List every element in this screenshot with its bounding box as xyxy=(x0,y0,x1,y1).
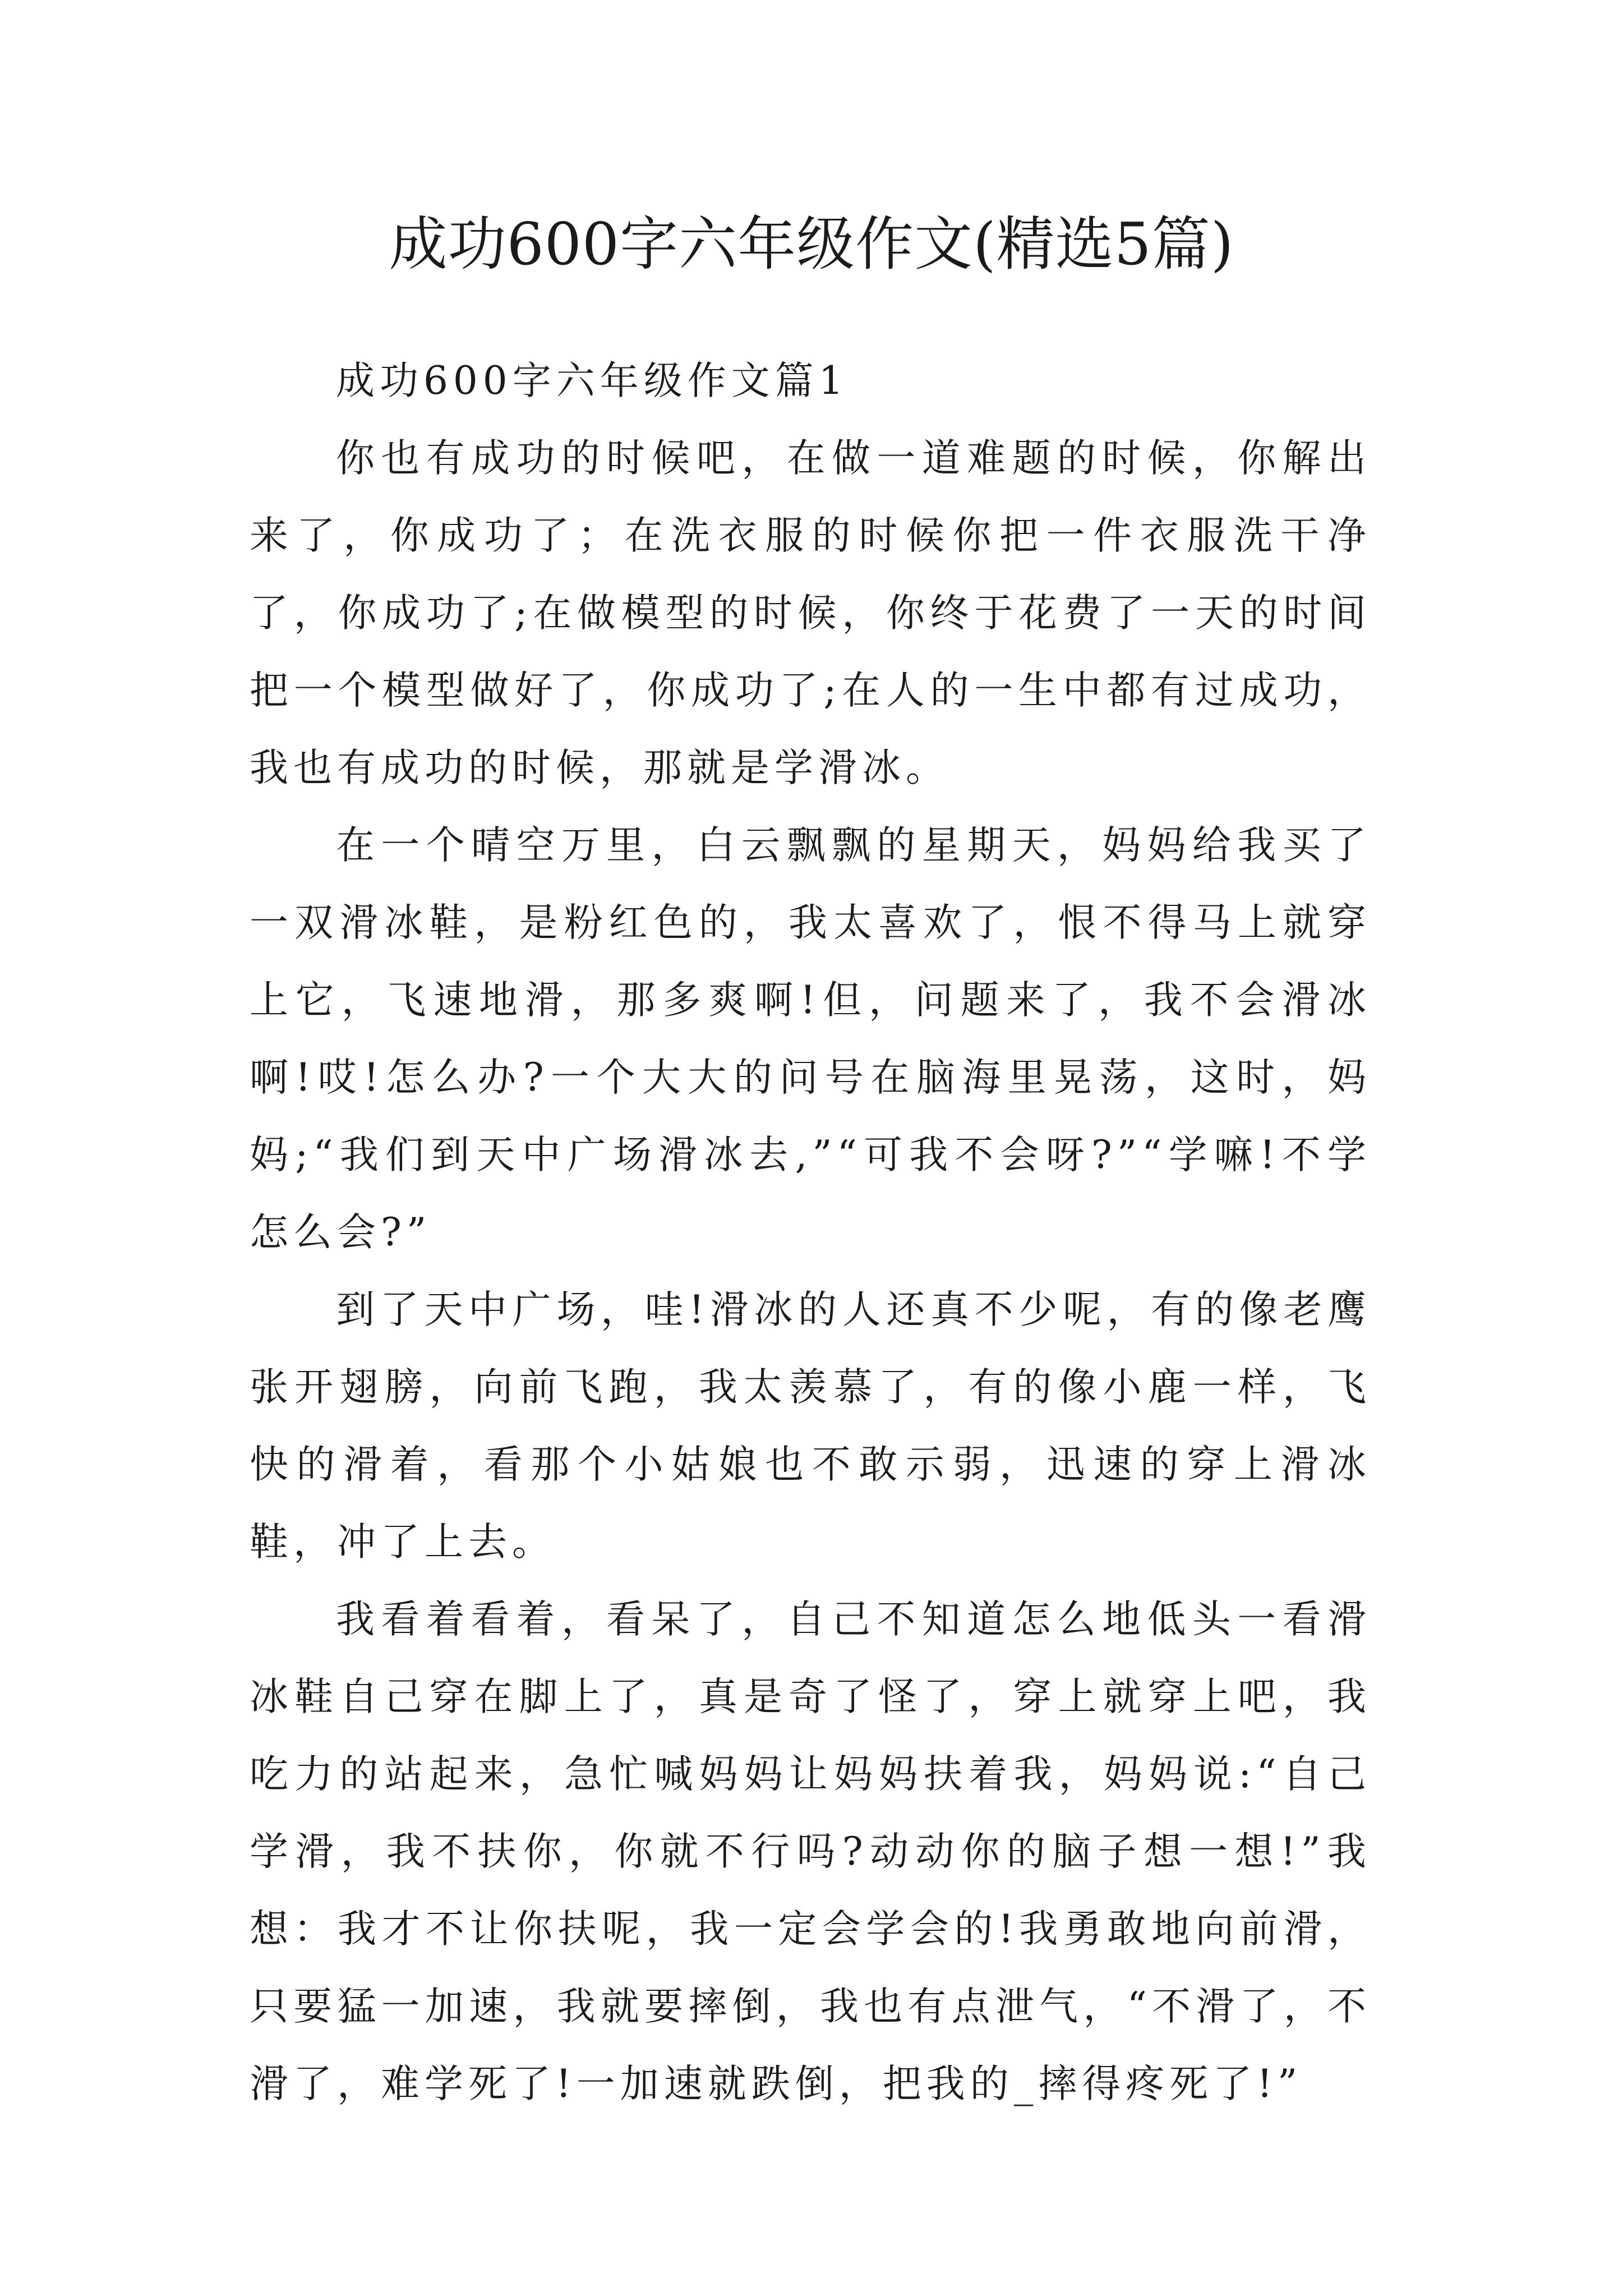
paragraph-4: 我看着看着，看呆了，自己不知道怎么地低头一看滑冰鞋自己穿在脚上了，真是奇了怪了，穿上就穿上吧，我吃力的站起来，急忙喊妈妈让妈妈扶着我，妈妈说:“自己学滑，我不扶你，你就不行吗?动动你的脑子想一想!”我想：我才不让你扶呢，我一定会学会的!我勇敢地向前滑，只要猛一加速，我就要摔倒，我也有点泄气，“不滑了，不滑了，难学死了!一加速就跌倒，把我的_摔得疼死了!” xyxy=(250,1597,1371,2106)
paragraph-2: 在一个晴空万里，白云飘飘的星期天，妈妈给我买了一双滑冰鞋，是粉红色的，我太喜欢了，恨不得马上就穿上它，飞速地滑，那多爽啊!但，问题来了，我不会滑冰啊!哎!怎么办?一个大大的问号在脑海里晃荡，这时，妈妈;“我们到天中广场滑冰去,”“可我不会呀?”“学嘛!不学怎么会?” xyxy=(250,823,1371,1255)
document-title: 成功600字六年级作文(精选5篇) xyxy=(389,210,1234,278)
paragraph-1: 你也有成功的时候吧，在做一道难题的时候，你解出来了，你成功了；在洗衣服的时候你把一件衣服洗干净了，你成功了;在做模型的时候，你终于花费了一天的时间把一个模型做好了，你成功了;在人的一生中都有过成功，我也有成功的时候，那就是学滑冰。 xyxy=(250,436,1371,790)
paragraph-3: 到了天中广场，哇!滑冰的人还真不少呢，有的像老鹰张开翅膀，向前飞跑，我太羡慕了，有的像小鹿一样，飞快的滑着，看那个小姑娘也不敢示弱，迅速的穿上滑冰鞋，冲了上去。 xyxy=(250,1287,1371,1565)
section-heading: 成功600字六年级作文篇1 xyxy=(336,358,849,403)
document-body xyxy=(250,342,1371,2123)
